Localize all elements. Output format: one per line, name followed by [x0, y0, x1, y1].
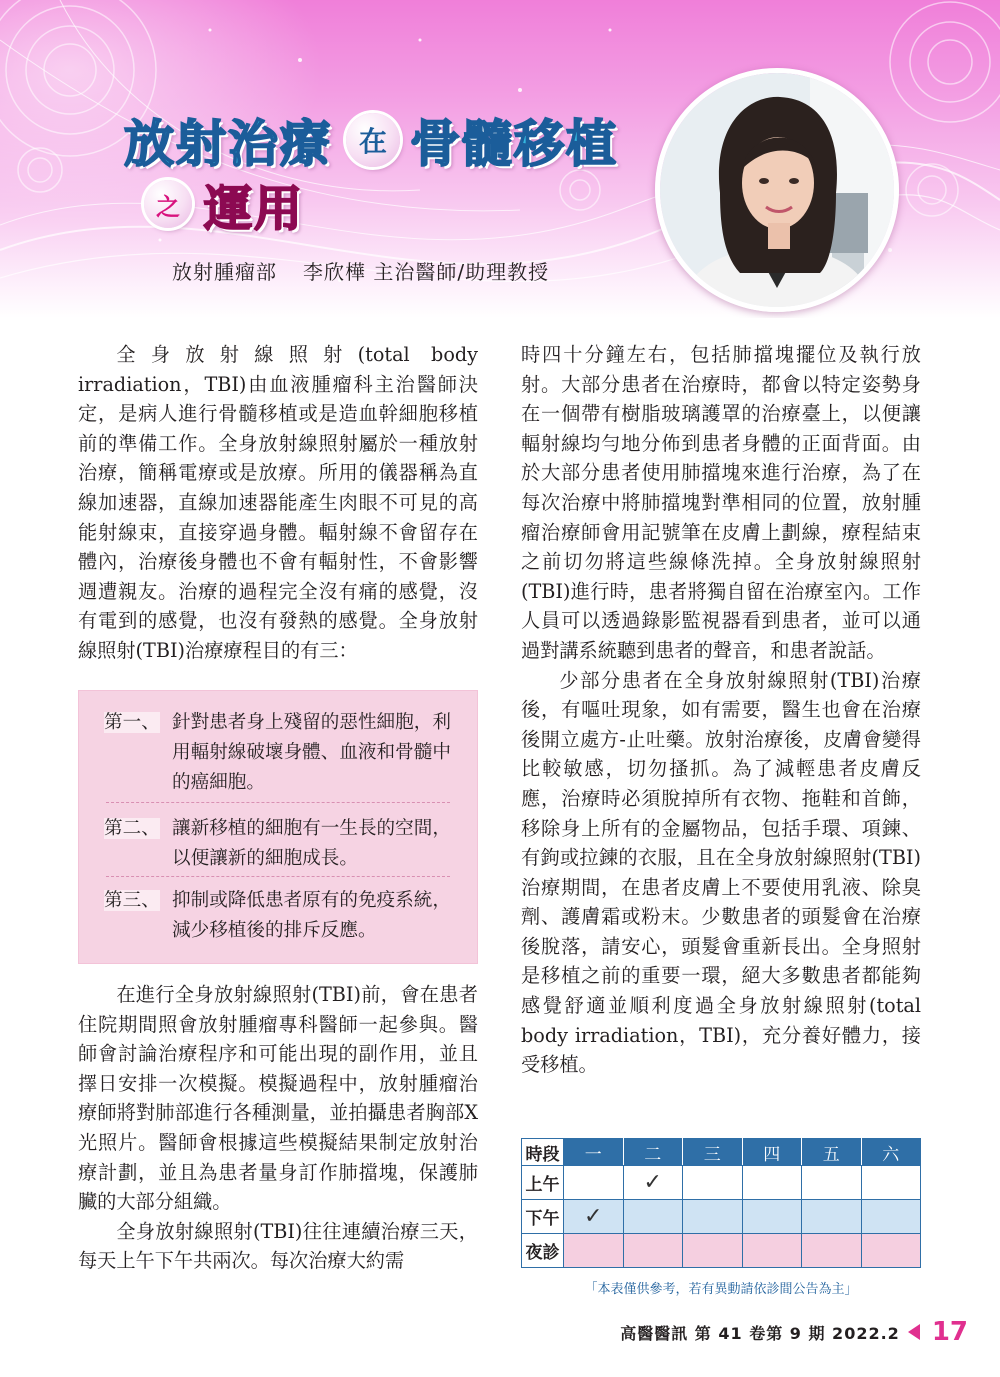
schedule-cell	[683, 1234, 743, 1268]
title-line-2	[144, 175, 305, 237]
title-connector-zhi: 之	[144, 180, 192, 228]
right-column	[521, 340, 921, 1080]
clinic-schedule-table	[521, 1138, 921, 1268]
intro-paragraph: 全身放射線照射(total body irradiation，TBI)由血液腫瘤科主治醫師決定，是病人進行骨髓移植或是造血幹細胞移植前的準備工作。全身放射線照射屬於一種放射治療，簡稱電療或是放療。所用的儀器稱為直線加速器，直線加速器能產生肉眼不可見的高能射線束，直接穿過身體。輻射線不會留存在體內，治療後身體也不會有輻射性，不會影響週遭親友。治療的過程完全沒有痛的感覺，沒有電到的感覺，也沒有發熱的感覺。全身放射線照射(TBI)治療療程目的有三：	[78, 343, 478, 662]
author-name-title: 李欣樺 主治醫師/助理教授	[303, 260, 550, 284]
goal-divider	[106, 802, 450, 803]
article-header	[0, 0, 1000, 318]
treatment-process-paragraph: 時四十分鐘左右，包括肺擋塊擺位及執行放射。大部分患者在治療時，都會以特定姿勢身在一個帶有樹脂玻璃護罩的治療臺上，以便讓輻射線均勻地分佈到患者身體的正面背面。由於大部分患者使用肺擋塊來進行治療，為了在每次治療中將肺擋塊對準相同的位置，放射腫瘤治療師會用記號筆在皮膚上劃線，療程結束之前切勿將這些線條洗掉。全身放射線照射(TBI)進行時，患者將獨自留在治療室內。工作人員可以透過錄影監視器看到患者，並可以通過對講系統聽到患者的聲音，和患者說話。	[521, 343, 921, 662]
schedule-cell	[742, 1200, 802, 1234]
row-label-afternoon: 下午	[522, 1200, 564, 1234]
schedule-row-evening	[522, 1234, 921, 1268]
schedule-cell	[623, 1200, 683, 1234]
page-number: 17	[931, 1317, 968, 1347]
schedule-cell	[564, 1166, 624, 1200]
title-line-1	[124, 108, 618, 172]
author-byline	[172, 256, 549, 285]
journal-issue: 高醫醫訊 第 41 卷第 9 期 2022.2	[620, 1323, 900, 1343]
schedule-cell	[623, 1234, 683, 1268]
title-bone-marrow-transplant: 骨髓移植	[410, 115, 618, 173]
schedule-cell	[861, 1200, 921, 1234]
row-label-evening: 夜診	[522, 1234, 564, 1268]
goal-item-3	[104, 886, 456, 946]
title-connector-zai: 在	[346, 113, 400, 167]
schedule-cell	[683, 1166, 743, 1200]
author-portrait	[655, 68, 899, 312]
goal-number-2: 第二、	[104, 818, 160, 839]
schedule-cell	[802, 1234, 862, 1268]
left-column-bottom	[78, 980, 478, 1276]
author-department: 放射腫瘤部	[172, 260, 277, 284]
schedule-corner-label: 時段	[522, 1139, 564, 1166]
treatment-goals-box	[78, 690, 478, 964]
day-header: 六	[861, 1139, 921, 1166]
goal-number-3: 第三、	[104, 890, 160, 911]
goal-item-1	[104, 708, 456, 798]
schedule-cell: ✓	[623, 1166, 683, 1200]
triangle-marker-icon	[908, 1324, 920, 1340]
goal-text-3: 抑制或降低患者原有的免疫系統，減少移植後的排斥反應。	[172, 890, 451, 941]
goal-text-2: 讓新移植的細胞有一生長的空間，以便讓新的細胞成長。	[172, 818, 451, 869]
schedule-cell: ✓	[564, 1200, 624, 1234]
schedule-cell	[742, 1166, 802, 1200]
schedule-cell	[802, 1166, 862, 1200]
title-application: 運用	[204, 180, 305, 237]
side-effects-paragraph: 少部分患者在全身放射線照射(TBI)治療後，有嘔吐現象，如有需要，醫生也會在治療後開立處方-止吐藥。放射治療後，皮膚會變得比較敏感，切勿搔抓。為了減輕患者皮膚反應，治療時必須脫掉所有衣物、拖鞋和首飾，移除身上所有的金屬物品，包括手環、項鍊、有鉤或拉鍊的衣服，且在全身放射線照射(TBI)治療期間，在患者皮膚上不要使用乳液、除臭劑、護膚霜或粉末。少數患者的頭髮會在治療後脫落，請安心，頭髮會重新長出。全身照射是移植之前的重要一環，絕大多數患者都能夠感覺舒適並順利度過全身放射線照射(total body irradiation，TBI)，充分養好體力，接受移植。	[521, 668, 921, 1077]
row-label-morning: 上午	[522, 1166, 564, 1200]
day-header: 四	[742, 1139, 802, 1166]
schedule-disclaimer: 「本表僅供參考，若有異動請依診間公告為主」	[584, 1282, 858, 1297]
goal-text-1: 針對患者身上殘留的惡性細胞，利用輻射線破壞身體、血液和骨髓中的癌細胞。	[172, 712, 451, 793]
schedule-cell	[742, 1234, 802, 1268]
schedule-cell	[564, 1234, 624, 1268]
day-header: 三	[683, 1139, 743, 1166]
simulation-paragraph: 在進行全身放射線照射(TBI)前，會在患者住院期間照會放射腫瘤專科醫師一起參與。醫師會討論治療程序和可能出現的副作用，並且擇日安排一次模擬。模擬過程中，放射腫瘤治療師將對肺部進行各種測量，並拍攝患者胸部X光照片。醫師會根據這些模擬結果制定放射治療計劃，並且為患者量身訂作肺擋塊，保護肺臟的大部分組織。	[78, 983, 478, 1214]
schedule-cell	[861, 1166, 921, 1200]
page-footer	[620, 1317, 968, 1347]
day-header: 一	[564, 1139, 624, 1166]
left-column-top	[78, 340, 478, 666]
schedule-header-row	[522, 1139, 921, 1166]
title-radiotherapy: 放射治療	[124, 115, 332, 173]
schedule-cell	[861, 1234, 921, 1268]
schedule-paragraph: 全身放射線照射(TBI)往往連續治療三天，每天上午下午共兩次。每次治療大約需	[78, 1219, 478, 1273]
goal-item-2	[104, 814, 456, 874]
schedule-cell	[683, 1200, 743, 1234]
schedule-row-afternoon	[522, 1200, 921, 1234]
schedule-cell	[802, 1200, 862, 1234]
day-header: 二	[623, 1139, 683, 1166]
goal-divider	[106, 876, 450, 877]
goal-number-1: 第一、	[104, 712, 160, 733]
schedule-row-morning	[522, 1166, 921, 1200]
day-header: 五	[802, 1139, 862, 1166]
